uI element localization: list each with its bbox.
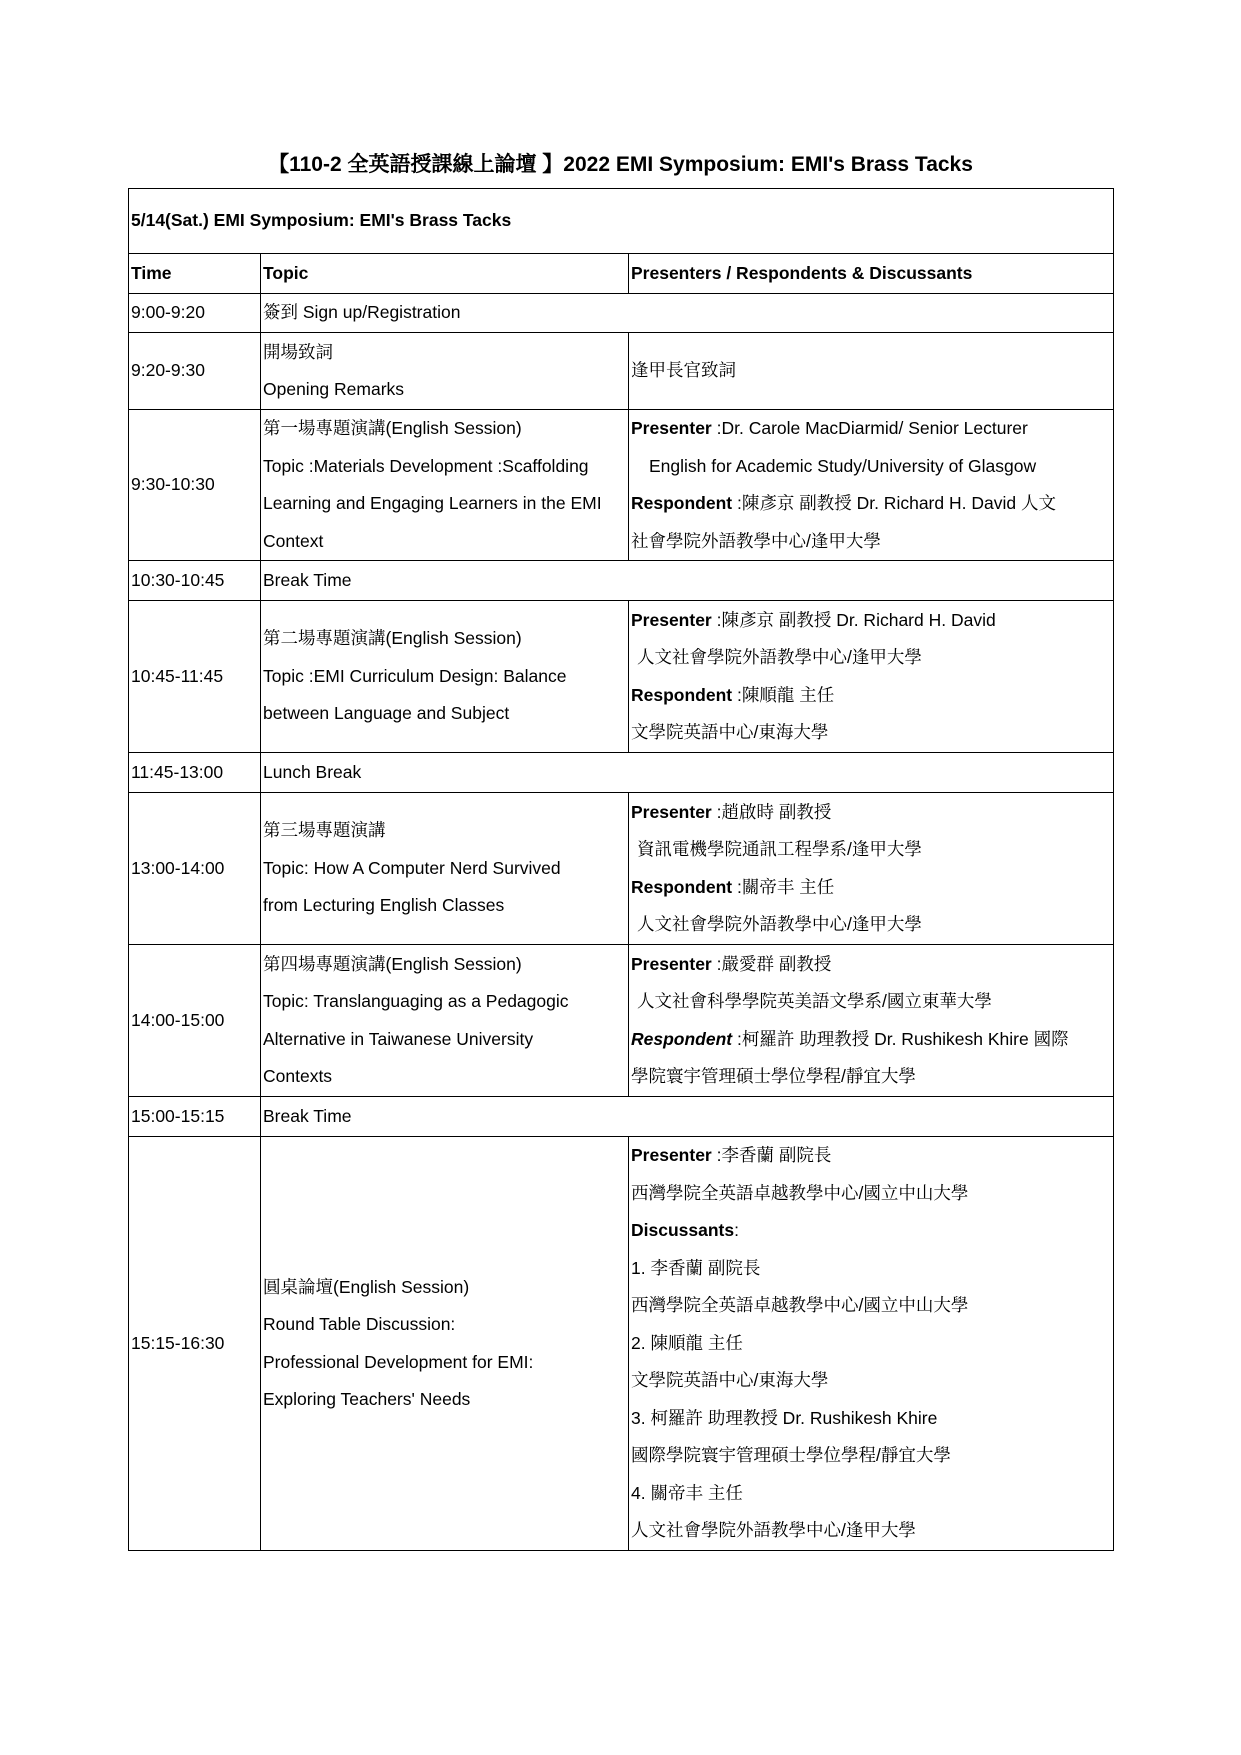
topic-cell: 簽到 Sign up/Registration xyxy=(261,294,1114,333)
topic-line: between Language and Subject xyxy=(263,703,510,724)
respondent-label: Respondent xyxy=(631,876,733,897)
topic-line: Opening Remarks xyxy=(263,379,405,399)
topic-cell: Break Time xyxy=(261,561,1114,601)
topic-line: from Lecturing English Classes xyxy=(263,895,505,916)
respondent-affiliation: 社會學院外語教學中心/逢甲大學 xyxy=(631,530,881,551)
document-title: 【110-2 全英語授課線上論壇 】2022 EMI Symposium: EMI's Brass Tacks xyxy=(268,153,973,176)
respondent-name: :柯羅許 助理教授 Dr. Rushikesh Khire 國際 xyxy=(737,1028,1069,1049)
topic-line: Topic :EMI Curriculum Design: Balance xyxy=(263,665,567,686)
topic-line: 第一場專題演講(English Session) xyxy=(263,418,522,438)
time-cell: 9:20-9:30 xyxy=(129,333,261,410)
discussants-line: Discussants: xyxy=(631,1220,739,1241)
presenter-affiliation: 資訊電機學院通訊工程學系/逢甲大學 xyxy=(637,839,922,859)
topic-line: 第三場專題演講 xyxy=(263,820,386,841)
presenters-cell xyxy=(629,945,1114,1097)
table-row xyxy=(129,1137,1114,1551)
presenter-affiliation: 人文社會學院外語教學中心/逢甲大學 xyxy=(637,647,922,667)
presenter-affiliation: 人文社會科學學院英美語文學系/國立東華大學 xyxy=(637,991,992,1011)
presenter-line xyxy=(631,946,1113,984)
column-header-row xyxy=(129,254,1114,294)
presenter-name: :陳彥京 副教授 Dr. Richard H. David xyxy=(716,609,996,630)
presenters-cell xyxy=(629,410,1114,561)
presenter-label: Presenter xyxy=(631,418,712,438)
presenter-name: :Dr. Carole MacDiarmid/ Senior Lecturer xyxy=(716,418,1028,438)
respondent-label: Respondent xyxy=(631,684,733,705)
topic-cell xyxy=(261,945,629,1097)
presenters-cell xyxy=(629,1137,1114,1551)
topic-line: Topic :Materials Development :Scaffolding xyxy=(263,455,589,476)
table-row xyxy=(129,333,1114,410)
table-row xyxy=(129,945,1114,1097)
table-row xyxy=(129,793,1114,945)
topic-line: Contexts xyxy=(263,1066,333,1086)
presenter-label: Presenter xyxy=(631,801,712,822)
header-time: Time xyxy=(129,254,261,294)
discussant-affiliation: 人文社會學院外語教學中心/逢甲大學 xyxy=(631,1520,916,1541)
time-cell: 14:00-15:00 xyxy=(129,945,261,1097)
topic-line: Professional Development for EMI: xyxy=(263,1351,534,1372)
presenter-line xyxy=(631,1137,1113,1175)
topic-cell xyxy=(261,793,629,945)
respondent-affiliation: 人文社會學院外語教學中心/逢甲大學 xyxy=(637,914,922,934)
respondent-label: Respondent xyxy=(631,1028,733,1049)
respondent-line xyxy=(631,485,1113,523)
topic-line: 開場致詞 xyxy=(263,341,333,362)
respondent-label: Respondent xyxy=(631,493,733,513)
header-topic: Topic xyxy=(261,254,629,294)
topic-cell xyxy=(261,333,629,410)
topic-line: 第二場專題演講(English Session) xyxy=(263,628,522,649)
topic-line: 第四場專題演講(English Session) xyxy=(263,953,522,974)
table-row xyxy=(129,601,1114,753)
respondent-line xyxy=(631,869,1113,907)
time-cell: 15:00-15:15 xyxy=(129,1097,261,1137)
schedule-table xyxy=(128,188,1114,1551)
topic-line: Learning and Engaging Learners in the EMI xyxy=(263,493,602,513)
header-presenters: Presenters / Respondents & Discussants xyxy=(629,254,1114,294)
presenter-label: Presenter xyxy=(631,953,712,974)
topic-line: Round Table Discussion: xyxy=(263,1314,456,1334)
presenter-name: :嚴愛群 副教授 xyxy=(716,953,832,974)
respondent-name: :陳順龍 主任 xyxy=(737,684,835,705)
discussant-item: 3. 柯羅許 助理教授 Dr. Rushikesh Khire xyxy=(631,1407,938,1428)
presenter-name: :趙啟時 副教授 xyxy=(716,801,832,822)
table-row xyxy=(129,294,1114,333)
time-cell: 11:45-13:00 xyxy=(129,753,261,793)
presenter-line xyxy=(631,602,1113,640)
time-cell: 15:15-16:30 xyxy=(129,1137,261,1551)
time-cell: 13:00-14:00 xyxy=(129,793,261,945)
discussant-item: 1. 李香蘭 副院長 xyxy=(631,1257,761,1278)
topic-cell xyxy=(261,410,629,561)
time-cell: 9:30-10:30 xyxy=(129,410,261,561)
table-row xyxy=(129,410,1114,561)
topic-line: Context xyxy=(263,530,324,551)
time-cell: 9:00-9:20 xyxy=(129,294,261,333)
topic-cell xyxy=(261,601,629,753)
day-header: 5/14(Sat.) EMI Symposium: EMI's Brass Tacks xyxy=(129,189,1114,254)
respondent-name: :陳彥京 副教授 Dr. Richard H. David 人文 xyxy=(737,493,1056,513)
time-cell: 10:30-10:45 xyxy=(129,561,261,601)
presenter-affiliation: English for Academic Study/University of Glasgow xyxy=(649,455,1037,476)
respondent-line xyxy=(631,1021,1113,1059)
respondent-affiliation: 學院寰宇管理碩士學位學程/靜宜大學 xyxy=(631,1066,916,1086)
topic-cell: Lunch Break xyxy=(261,753,1114,793)
topic-line: 圓桌論壇(English Session) xyxy=(263,1276,470,1297)
topic-line: Alternative in Taiwanese University xyxy=(263,1028,534,1049)
presenter-label: Presenter xyxy=(631,609,712,630)
presenters-cell xyxy=(629,793,1114,945)
presenter-label: Presenter xyxy=(631,1145,712,1166)
presenters-cell: 逢甲長官致詞 xyxy=(629,333,1114,410)
table-row xyxy=(129,561,1114,601)
discussant-item: 4. 關帝丰 主任 xyxy=(631,1482,743,1503)
time-cell: 10:45-11:45 xyxy=(129,601,261,753)
discussant-affiliation: 文學院英語中心/東海大學 xyxy=(631,1370,829,1391)
presenter-name: :李香蘭 副院長 xyxy=(716,1145,832,1166)
presenter-line xyxy=(631,410,1113,448)
presenters-cell xyxy=(629,601,1114,753)
presenter-affiliation: 西灣學院全英語卓越教學中心/國立中山大學 xyxy=(631,1182,969,1203)
discussant-affiliation: 國際學院寰宇管理碩士學位學程/靜宜大學 xyxy=(631,1445,951,1466)
table-row xyxy=(129,753,1114,793)
day-header-row xyxy=(129,189,1114,254)
discussants-label: Discussants xyxy=(631,1220,735,1241)
discussant-item: 2. 陳順龍 主任 xyxy=(631,1332,743,1353)
topic-cell: Break Time xyxy=(261,1097,1114,1137)
discussant-affiliation: 西灣學院全英語卓越教學中心/國立中山大學 xyxy=(631,1295,969,1316)
respondent-line xyxy=(631,677,1113,715)
topic-line: Topic: How A Computer Nerd Survived xyxy=(263,857,561,878)
topic-line: Topic: Translanguaging as a Pedagogic xyxy=(263,991,569,1011)
respondent-name: :關帝丰 主任 xyxy=(737,876,835,897)
topic-line: Exploring Teachers' Needs xyxy=(263,1389,471,1409)
topic-cell xyxy=(261,1137,629,1551)
table-row xyxy=(129,1097,1114,1137)
presenter-line xyxy=(631,794,1113,832)
respondent-affiliation: 文學院英語中心/東海大學 xyxy=(631,722,829,742)
